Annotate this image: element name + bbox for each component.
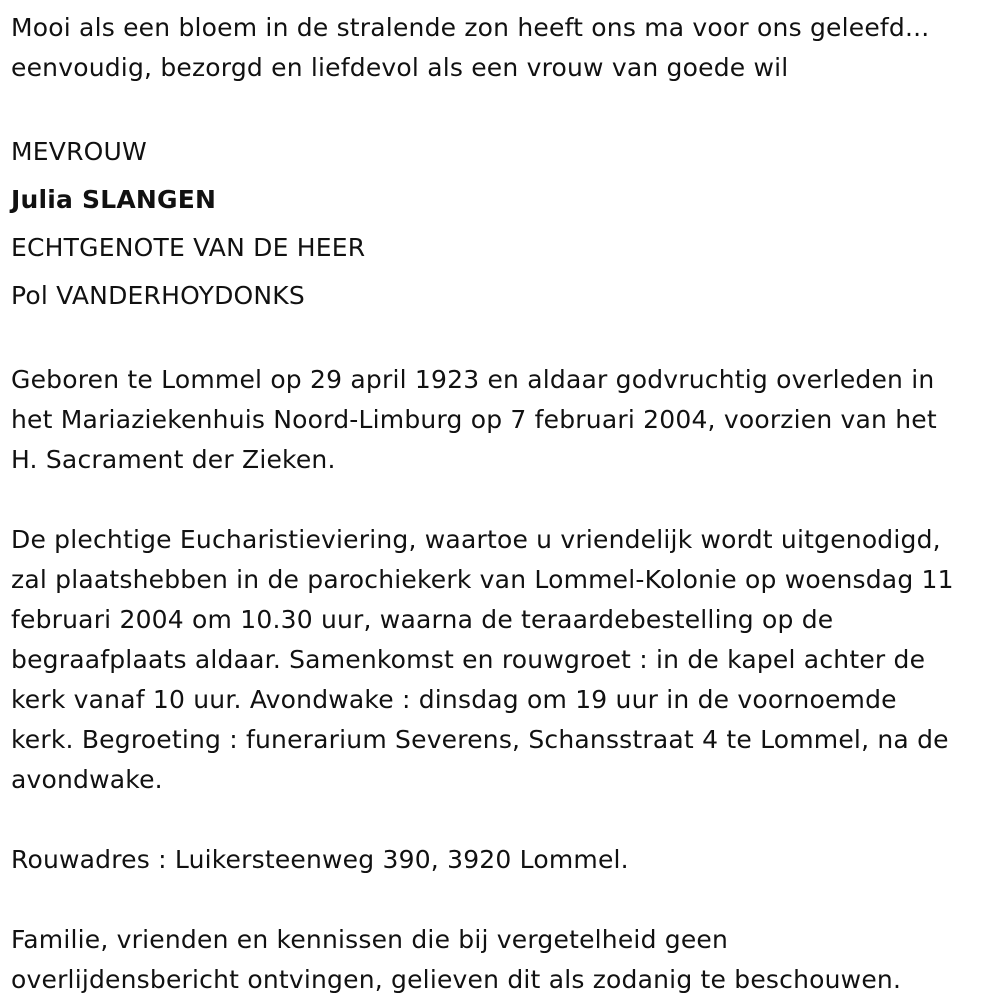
intro-line: eenvoudig, bezorgd en liefdevol als een vrouw van goede wil — [11, 53, 789, 82]
obituary-document — [11, 8, 996, 1000]
deceased-name: Julia SLANGEN — [11, 185, 217, 214]
ceremony-line: kerk vanaf 10 uur. Avondwake : dinsdag om 19 uur in de voornoemde — [11, 685, 897, 714]
intro-line: Mooi als een bloem in de stralende zon heeft ons ma voor ons geleefd... — [11, 13, 930, 42]
ceremony-line: begraafplaats aldaar. Samenkomst en rouwgroet : in de kapel achter de — [11, 645, 926, 674]
deceased-header — [11, 128, 996, 320]
closing-line: Familie, vrienden en kennissen die bij vergetelheid geen — [11, 925, 729, 954]
address-paragraph — [11, 840, 996, 880]
title-label: MEVROUW — [11, 137, 147, 166]
intro-verse — [11, 8, 996, 88]
ceremony-line: zal plaatshebben in de parochiekerk van Lommel-Kolonie op woensdag 11 — [11, 565, 954, 594]
ceremony-line: februari 2004 om 10.30 uur, waarna de teraardebestelling op de — [11, 605, 834, 634]
birth-paragraph — [11, 360, 996, 480]
relation-label: ECHTGENOTE VAN DE HEER — [11, 233, 366, 262]
closing-paragraph — [11, 920, 996, 1000]
ceremony-line: avondwake. — [11, 765, 163, 794]
ceremony-paragraph — [11, 520, 996, 800]
ceremony-line: De plechtige Eucharistieviering, waartoe u vriendelijk wordt uitgenodigd, — [11, 525, 941, 554]
birth-line: Geboren te Lommel op 29 april 1923 en aldaar godvruchtig overleden in — [11, 365, 935, 394]
birth-line: het Mariaziekenhuis Noord-Limburg op 7 februari 2004, voorzien van het — [11, 405, 937, 434]
mourning-address: Rouwadres : Luikersteenweg 390, 3920 Lommel. — [11, 845, 629, 874]
spouse-name: Pol VANDERHOYDONKS — [11, 281, 305, 310]
birth-line: H. Sacrament der Zieken. — [11, 445, 336, 474]
ceremony-line: kerk. Begroeting : funerarium Severens, Schansstraat 4 te Lommel, na de — [11, 725, 949, 754]
closing-line: overlijdensbericht ontvingen, gelieven dit als zodanig te beschouwen. — [11, 965, 902, 994]
